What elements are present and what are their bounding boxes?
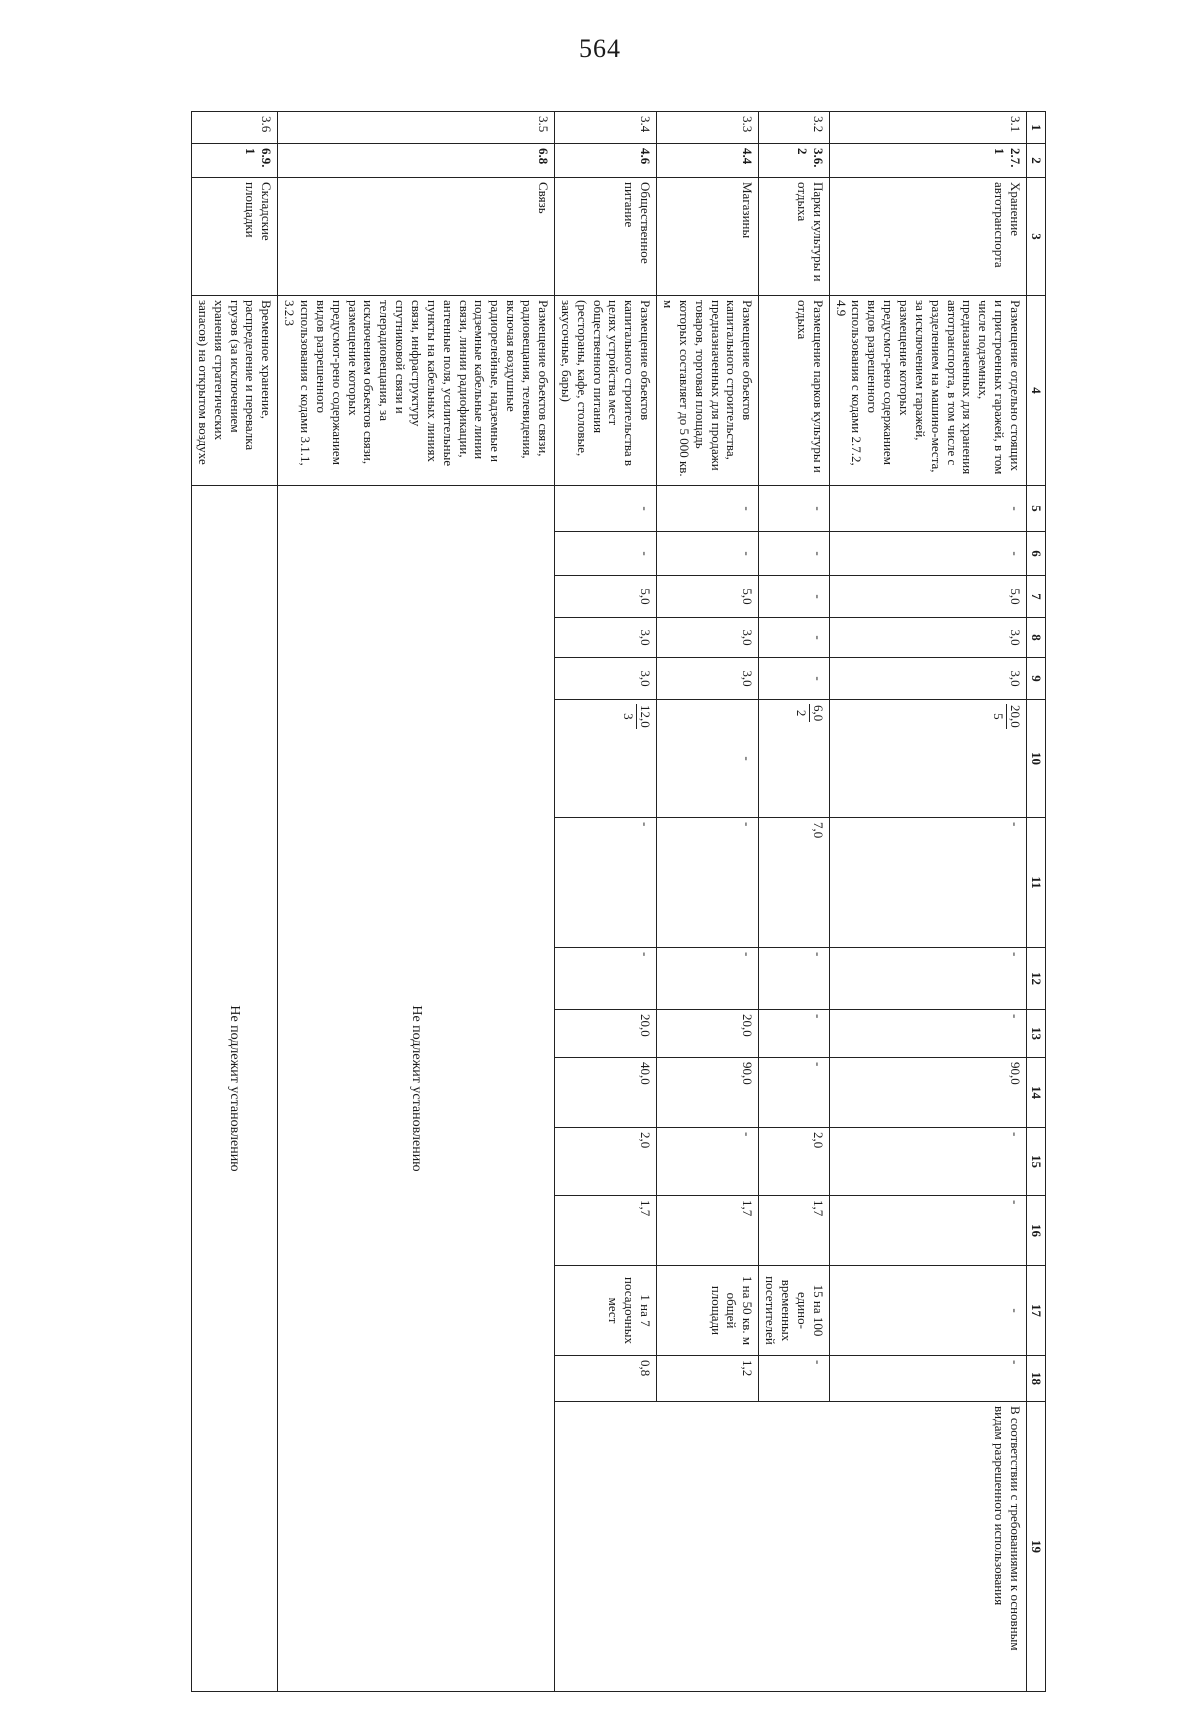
col-header: 13 bbox=[1027, 1010, 1046, 1058]
cell-13: 20,0 bbox=[657, 1010, 759, 1058]
cell-5: - bbox=[657, 486, 759, 532]
col-header: 1 bbox=[1027, 112, 1046, 144]
row-number: 3.4 bbox=[554, 112, 656, 144]
merged-not-applicable: Не подлежит установлению bbox=[192, 486, 278, 1692]
cell-18: - bbox=[829, 1356, 1026, 1402]
use-name: Хранение автотранспорта bbox=[829, 178, 1026, 296]
cell-5: - bbox=[829, 486, 1026, 532]
cell-8: - bbox=[759, 618, 829, 658]
use-name: Общественное питание bbox=[554, 178, 656, 296]
cell-13: 20,0 bbox=[554, 1010, 656, 1058]
use-description: Размещение объектов капитального строительства в целях устройства мест общественного питания (рестораны, кафе, столовые, закусочные, бары) bbox=[554, 296, 656, 486]
col-header: 15 bbox=[1027, 1128, 1046, 1196]
cell-14: 90,0 bbox=[829, 1058, 1026, 1128]
col-header: 9 bbox=[1027, 658, 1046, 700]
col-header: 17 bbox=[1027, 1266, 1046, 1356]
merged-not-applicable: Не подлежит установлению bbox=[278, 486, 555, 1692]
cell-16: 1,7 bbox=[657, 1196, 759, 1266]
use-description: Временное хранение, распределение и перевалка грузов (за исключением хранения стратегических запасов) на открытом воздухе bbox=[192, 296, 278, 486]
col-header: 8 bbox=[1027, 618, 1046, 658]
use-name: Парки культуры и отдыха bbox=[759, 178, 829, 296]
cell-7: 5,0 bbox=[657, 576, 759, 618]
fraction bbox=[990, 704, 1023, 729]
cell-9: 3,0 bbox=[657, 658, 759, 700]
cell-11: - bbox=[657, 818, 759, 948]
cell-6: - bbox=[829, 532, 1026, 576]
cell-6: - bbox=[554, 532, 656, 576]
col-header: 10 bbox=[1027, 700, 1046, 818]
row-number: 3.1 bbox=[829, 112, 1026, 144]
cell-10 bbox=[554, 700, 656, 818]
cell-19-note: В соответствии с требованиями к основным видам разрешенного использования bbox=[554, 1402, 1026, 1692]
cell-14: 40,0 bbox=[554, 1058, 656, 1128]
cell-8: 3,0 bbox=[554, 618, 656, 658]
table-row bbox=[192, 112, 278, 1692]
cell-17: 1 на 50 кв. м общей площади bbox=[657, 1266, 759, 1356]
cell-8: 3,0 bbox=[657, 618, 759, 658]
col-header: 2 bbox=[1027, 144, 1046, 178]
use-name: Магазины bbox=[657, 178, 759, 296]
row-number: 3.2 bbox=[759, 112, 829, 144]
cell-13: - bbox=[829, 1010, 1026, 1058]
cell-8: 3,0 bbox=[829, 618, 1026, 658]
use-code: 4.6 bbox=[554, 144, 656, 178]
cell-9: 3,0 bbox=[829, 658, 1026, 700]
fraction-numerator: 6,0 bbox=[810, 705, 826, 722]
col-header: 6 bbox=[1027, 532, 1046, 576]
col-header: 16 bbox=[1027, 1196, 1046, 1266]
col-header: 18 bbox=[1027, 1356, 1046, 1402]
row-number: 3.6 bbox=[192, 112, 278, 144]
cell-9: - bbox=[759, 658, 829, 700]
cell-11: - bbox=[554, 818, 656, 948]
use-description: Размещение парков культуры и отдыха bbox=[759, 296, 829, 486]
cell-15: - bbox=[829, 1128, 1026, 1196]
cell-10 bbox=[829, 700, 1026, 818]
cell-18: 1,2 bbox=[657, 1356, 759, 1402]
row-number: 3.3 bbox=[657, 112, 759, 144]
cell-15: 2,0 bbox=[554, 1128, 656, 1196]
row-number: 3.5 bbox=[278, 112, 555, 144]
cell-9: 3,0 bbox=[554, 658, 656, 700]
cell-7: 5,0 bbox=[554, 576, 656, 618]
cell-16: 1,7 bbox=[759, 1196, 829, 1266]
cell-10 bbox=[759, 700, 829, 818]
use-name: Складские площадки bbox=[192, 178, 278, 296]
col-header: 3 bbox=[1027, 178, 1046, 296]
use-code: 3.6.2 bbox=[759, 144, 829, 178]
use-description: Размещение объектов связи, радиовещания, телевидения, включая воздушные радиорелейные, надземные и подземные кабельные линии связи, линии радиофикации, антенные поля, усилительные пункты на кабельных линиях связи, инфраструктуру спутниковой связи и телерадиовещания, за исключением объектов связи, размещение которых предусмот-рено содержанием видов разрешенного использования с кодами 3.1.1, 3.2.3 bbox=[278, 296, 555, 486]
cell-5: - bbox=[554, 486, 656, 532]
header-row bbox=[1027, 112, 1046, 1692]
cell-7: 5,0 bbox=[829, 576, 1026, 618]
cell-7: - bbox=[759, 576, 829, 618]
col-header: 12 bbox=[1027, 948, 1046, 1010]
cell-14: 90,0 bbox=[657, 1058, 759, 1128]
cell-14: - bbox=[759, 1058, 829, 1128]
cell-12: - bbox=[554, 948, 656, 1010]
cell-15: 2,0 bbox=[759, 1128, 829, 1196]
table-row bbox=[829, 112, 1026, 1692]
col-header: 5 bbox=[1027, 486, 1046, 532]
cell-15: - bbox=[657, 1128, 759, 1196]
cell-18: 0,8 bbox=[554, 1356, 656, 1402]
rotated-table-container bbox=[191, 111, 1046, 1651]
use-code: 6.9.1 bbox=[192, 144, 278, 178]
fraction bbox=[793, 704, 826, 722]
use-description: Размещение объектов капитального строительства, предназначенных для продажи товаров, торговая площадь которых составляет до 5 000 кв. м bbox=[657, 296, 759, 486]
fraction-denominator: 3 bbox=[621, 713, 637, 720]
cell-11: 7,0 bbox=[759, 818, 829, 948]
cell-6: - bbox=[657, 532, 759, 576]
cell-17: 15 на 100 едино-временных посетителей bbox=[759, 1266, 829, 1356]
use-code: 6.8 bbox=[278, 144, 555, 178]
col-header: 19 bbox=[1027, 1402, 1046, 1692]
fraction-denominator: 2 bbox=[793, 709, 809, 717]
cell-11: - bbox=[829, 818, 1026, 948]
use-code: 4.4 bbox=[657, 144, 759, 178]
col-header: 4 bbox=[1027, 296, 1046, 486]
table-row bbox=[278, 112, 555, 1692]
cell-13: - bbox=[759, 1010, 829, 1058]
use-code: 2.7.1 bbox=[829, 144, 1026, 178]
cell-6: - bbox=[759, 532, 829, 576]
fraction-numerator: 12,0 bbox=[638, 705, 654, 728]
page-number: 564 bbox=[579, 34, 621, 63]
cell-17: 1 на 7 посадочных мест bbox=[554, 1266, 656, 1356]
cell-12: - bbox=[759, 948, 829, 1010]
cell-5: - bbox=[759, 486, 829, 532]
fraction-denominator: 5 bbox=[991, 713, 1007, 720]
zoning-table bbox=[191, 111, 1046, 1692]
cell-17: - bbox=[829, 1266, 1026, 1356]
cell-18: - bbox=[759, 1356, 829, 1402]
fraction bbox=[620, 704, 653, 729]
col-header: 14 bbox=[1027, 1058, 1046, 1128]
use-description: Размещение отдельно стоящих и пристроенных гаражей, в том числе подземных, предназначенных для хранения автотранспорта, в том числе с разделением на машино-места, за исключением гаражей, размещение которых предусмот-рено содержанием видов разрешенного использования с кодами 2.7.2, 4.9 bbox=[829, 296, 1026, 486]
col-header: 7 bbox=[1027, 576, 1046, 618]
cell-12: - bbox=[829, 948, 1026, 1010]
cell-16: - bbox=[829, 1196, 1026, 1266]
col-header: 11 bbox=[1027, 818, 1046, 948]
cell-16: 1,7 bbox=[554, 1196, 656, 1266]
cell-10: - bbox=[657, 700, 759, 818]
fraction-numerator: 20,0 bbox=[1008, 705, 1023, 728]
cell-12: - bbox=[657, 948, 759, 1010]
use-name: Связь bbox=[278, 178, 555, 296]
